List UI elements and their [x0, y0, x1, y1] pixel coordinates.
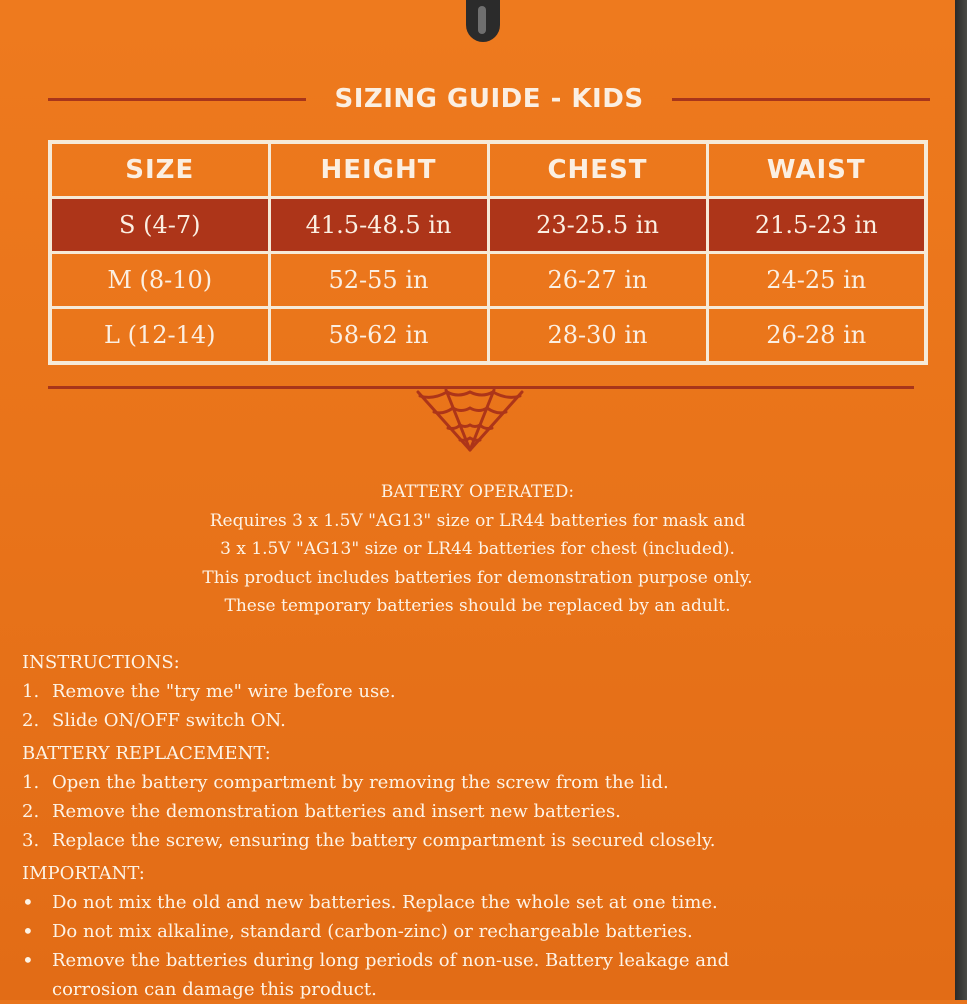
list-item	[22, 946, 942, 975]
cell-waist: 21.5-23 in	[707, 198, 926, 253]
sizing-row-m	[50, 253, 926, 308]
list-item	[22, 917, 942, 946]
cell-height: 52-55 in	[269, 253, 488, 308]
hang-hole	[466, 0, 500, 42]
instruction-text: Remove the "try me" wire before use.	[52, 681, 396, 702]
battery-operated-block	[0, 478, 955, 621]
header-size: SIZE	[50, 142, 269, 198]
header-height: HEIGHT	[269, 142, 488, 198]
header-chest: CHEST	[488, 142, 707, 198]
title-line-right	[672, 98, 930, 101]
cell-size: M (8-10)	[50, 253, 269, 308]
cell-height: 41.5-48.5 in	[269, 198, 488, 253]
cell-chest: 26-27 in	[488, 253, 707, 308]
list-item: 2. Slide ON/OFF switch ON.	[22, 706, 942, 735]
cell-chest: 28-30 in	[488, 308, 707, 364]
bullet-icon: •	[22, 890, 34, 914]
cell-chest: 23-25.5 in	[488, 198, 707, 253]
header-waist: WAIST	[707, 142, 926, 198]
instruction-text: Slide ON/OFF switch ON.	[52, 710, 286, 731]
instructions-block	[22, 644, 942, 1004]
important-text: Remove the batteries during long periods of non-use. Battery leakage and	[52, 950, 730, 971]
sizing-table	[48, 140, 928, 365]
cell-waist: 24-25 in	[707, 253, 926, 308]
battery-line: 3 x 1.5V "AG13" size or LR44 batteries for chest (included).	[220, 539, 735, 559]
important-text: Do not mix alkaline, standard (carbon-zinc) or rechargeable batteries.	[52, 921, 693, 942]
list-item: 1. Open the battery compartment by removing the screw from the lid.	[22, 768, 942, 797]
list-item: 1. Remove the "try me" wire before use.	[22, 677, 942, 706]
cell-height: 58-62 in	[269, 308, 488, 364]
list-item	[22, 888, 942, 917]
background-edge	[955, 0, 967, 1000]
battery-heading: BATTERY OPERATED:	[380, 482, 575, 502]
battery-line: This product includes batteries for demonstration purpose only.	[202, 567, 753, 588]
list-item: 2. Remove the demonstration batteries and insert new batteries.	[22, 797, 942, 826]
spider-web-icon	[410, 388, 530, 454]
bullet-icon: •	[22, 919, 34, 943]
title-line-left	[48, 98, 306, 101]
cell-size: L (12-14)	[50, 308, 269, 364]
cell-waist: 26-28 in	[707, 308, 926, 364]
sizing-header-row	[50, 142, 926, 198]
replacement-text: Remove the demonstration batteries and insert new batteries.	[52, 801, 621, 822]
list-item: 3. Replace the screw, ensuring the battery compartment is secured closely.	[22, 826, 942, 855]
battery-line: Requires 3 x 1.5V "AG13" size or LR44 batteries for mask and	[209, 510, 746, 531]
cell-size: S (4-7)	[50, 198, 269, 253]
sizing-title: SIZING GUIDE - KIDS	[334, 84, 644, 114]
important-heading: IMPORTANT:	[22, 863, 145, 884]
bullet-icon: •	[22, 948, 34, 972]
sizing-row-l	[50, 308, 926, 364]
replacement-text: Open the battery compartment by removing the screw from the lid.	[52, 772, 669, 793]
important-text: Do not mix the old and new batteries. Replace the whole set at one time.	[52, 892, 718, 913]
instructions-heading: INSTRUCTIONS:	[22, 652, 180, 673]
replacement-text: Replace the screw, ensuring the battery compartment is secured closely.	[52, 830, 716, 851]
replacement-heading: BATTERY REPLACEMENT:	[22, 743, 271, 764]
battery-line: These temporary batteries should be replaced by an adult.	[224, 596, 731, 616]
sizing-row-s	[50, 198, 926, 253]
important-text: corrosion can damage this product.	[52, 979, 377, 1000]
sizing-title-row	[48, 82, 930, 116]
